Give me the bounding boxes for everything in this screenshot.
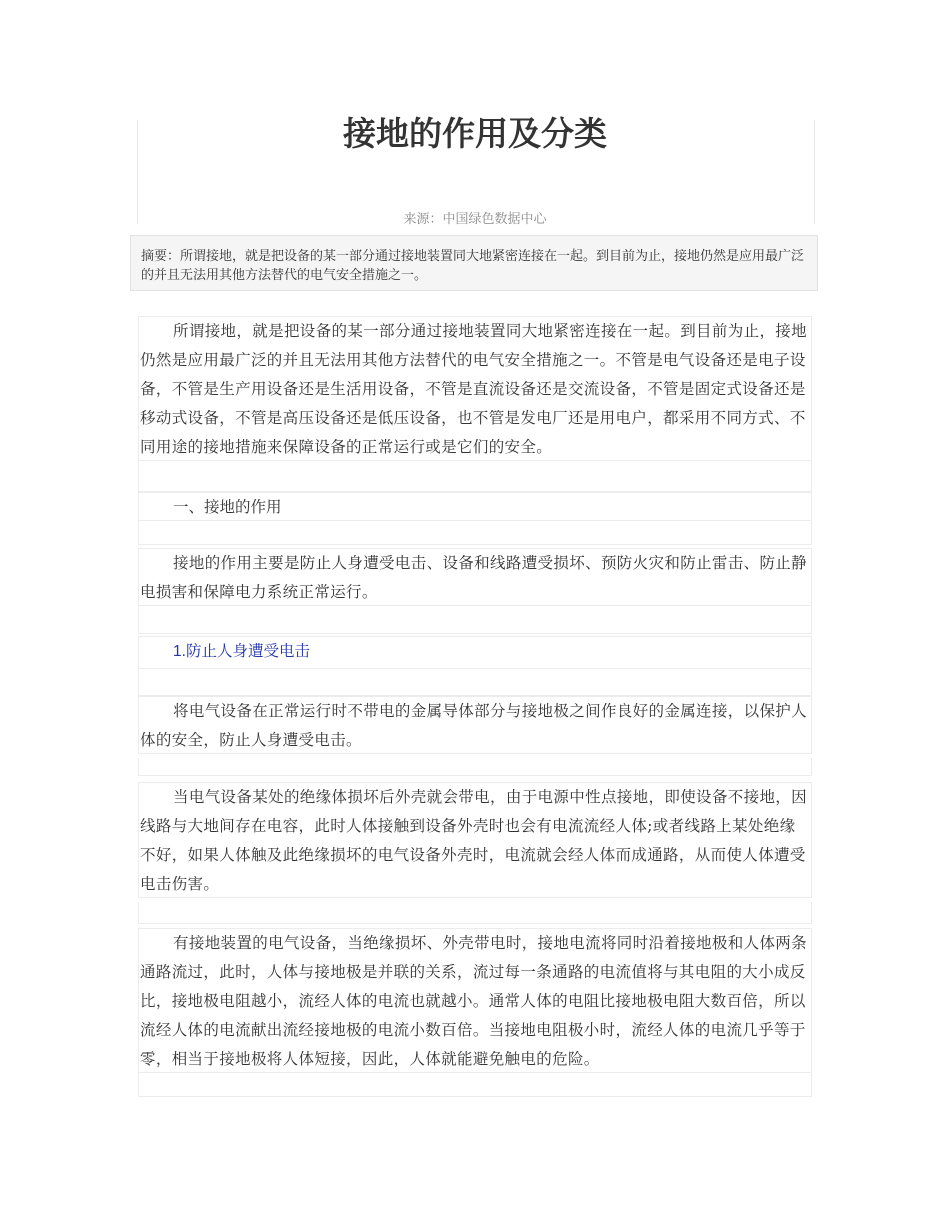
empty-row — [138, 902, 812, 924]
subheading-prevent-shock[interactable] — [139, 637, 811, 666]
empty-row — [138, 461, 812, 492]
paragraph-grounding-connection: 将电气设备在正常运行时不带电的金属导体部分与接地极之间作良好的金属连接，以保护人体的安全，防止人身遭受电击。 — [140, 702, 808, 749]
paragraph-block — [138, 696, 812, 754]
paragraph-insulation-failure: 当电气设备某处的绝缘体损坏后外壳就会带电，由于电源中性点接地，即使设备不接地，因线路与大地间存在电容，此时人体接触到设备外壳时也会有电流流经人体;或者线路上某处绝缘不好，如果人体触及此绝缘损坏的电气设备外壳时，电流就会经人体而成通路，从而使人体遭受电击伤害。 — [140, 788, 808, 893]
paragraph-block — [138, 316, 812, 461]
article-source: 来源：中国绿色数据中心 — [403, 212, 547, 227]
section-heading-role: 一、接地的作用 — [173, 498, 282, 516]
article-summary: 摘要：所谓接地，就是把设备的某一部分通过接地装置同大地紧密连接在一起。到目前为止，接地仍然是应用最广泛的并且无法用其他方法替代的电气安全措施之一。 — [130, 235, 818, 291]
paragraph-block — [138, 928, 812, 1073]
subheading-block — [138, 636, 812, 669]
subheading-number: 1. — [173, 643, 186, 660]
empty-row — [138, 669, 812, 696]
subheading-text: 防止人身遭受电击 — [185, 642, 310, 660]
paragraph-parallel-paths: 有接地装置的电气设备，当绝缘损坏、外壳带电时，接地电流将同时沿着接地极和人体两条通路流过，此时，人体与接地极是并联的关系，流过每一条通路的电流值将与其电阻的大小成反比，接地极电阻越小，流经人体的电流也就越小。通常人体的电阻比接地极电阻大数百倍，所以流经人体的电流献出流经接地极的电流小数百倍。当接地电阻极小时，流经人体的电流几乎等于零，相当于接地极将人体短接，因此，人体就能避免触电的危险。 — [140, 934, 808, 1068]
article-title: 接地的作用及分类 — [343, 114, 607, 153]
empty-row — [138, 521, 812, 545]
empty-row — [138, 606, 812, 634]
paragraph-block — [138, 548, 812, 606]
paragraph-intro: 所谓接地，就是把设备的某一部分通过接地装置同大地紧密连接在一起。到目前为止，接地仍然是应用最广泛的并且无法用其他方法替代的电气安全措施之一。不管是电气设备还是电子设备，不管是生产用设备还是生活用设备，不管是直流设备还是交流设备，不管是固定式设备还是移动式设备，不管是高压设备还是低压设备，也不管是发电厂还是用电户，都采用不同方式、不同用途的接地措施来保障设备的正常运行或是它们的安全。 — [140, 322, 808, 456]
heading-block — [138, 492, 812, 521]
paragraph-block — [138, 782, 812, 898]
empty-row — [138, 1073, 812, 1097]
empty-row — [138, 758, 812, 776]
paragraph-role-summary: 接地的作用主要是防止人身遭受电击、设备和线路遭受损坏、预防火灾和防止雷击、防止静电损害和保障电力系统正常运行。 — [140, 554, 808, 601]
